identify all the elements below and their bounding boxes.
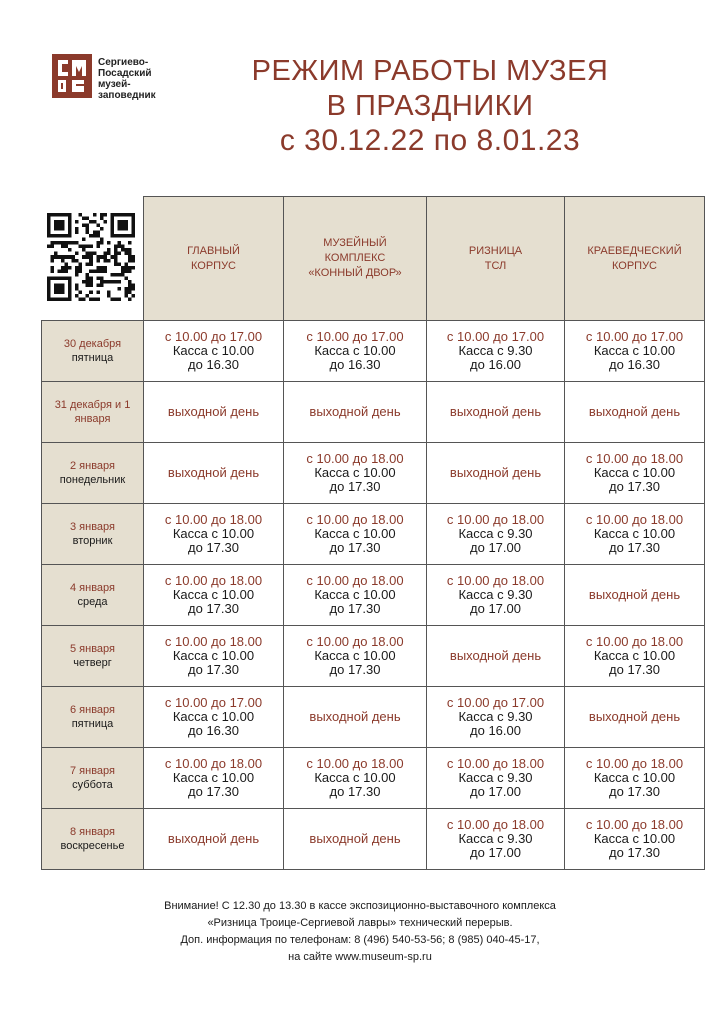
ticket-office-hours: Касса с 10.00 [172, 770, 255, 785]
ticket-office-close: до 17.30 [329, 479, 381, 494]
opening-hours: с 10.00 до 18.00 [306, 451, 404, 466]
column-header: КРАЕВЕДЧЕСКИЙ КОРПУС [565, 197, 705, 321]
ticket-office-hours: Касса с 9.30 [458, 770, 533, 785]
logo-text: Сергиево- Посадский музей- заповедник [98, 57, 156, 101]
day-off-label: выходной день [167, 465, 260, 480]
opening-hours: с 10.00 до 17.00 [446, 695, 545, 710]
day-off-label: выходной день [588, 587, 681, 602]
opening-hours: с 10.00 до 18.00 [446, 817, 545, 832]
table-row [42, 687, 705, 748]
day-off-label: выходной день [309, 404, 401, 419]
day-off-label: выходной день [167, 404, 260, 419]
ticket-office-close: до 17.30 [188, 540, 239, 555]
opening-hours: с 10.00 до 18.00 [164, 573, 263, 588]
opening-hours: с 10.00 до 18.00 [446, 573, 545, 588]
ticket-office-hours: Касса с 10.00 [314, 526, 396, 541]
ticket-office-close: до 17.30 [188, 601, 239, 616]
day-weekday: пятница [71, 352, 114, 364]
schedule-cell [565, 443, 705, 504]
page-title-line-2: В ПРАЗДНИКИ [326, 90, 534, 122]
day-date: 30 декабря [63, 338, 122, 350]
schedule-cell [427, 748, 565, 809]
schedule-cell [284, 748, 427, 809]
day-date: 6 января [70, 704, 115, 716]
ticket-office-close: до 17.30 [188, 662, 239, 677]
day-weekday: вторник [72, 535, 113, 547]
opening-hours: с 10.00 до 18.00 [164, 634, 263, 649]
opening-hours: с 10.00 до 18.00 [446, 512, 545, 527]
schedule-cell [565, 687, 705, 748]
day-off-label: выходной день [449, 404, 542, 419]
ticket-office-close: до 16.30 [188, 357, 239, 372]
schedule-cell [427, 321, 565, 382]
opening-hours: с 10.00 до 18.00 [585, 634, 684, 649]
ticket-office-hours: Касса с 9.30 [458, 587, 533, 602]
ticket-office-close: до 16.30 [609, 357, 660, 372]
day-weekday: пятница [71, 718, 114, 730]
day-date: 2 января [70, 460, 115, 472]
day-weekday: четверг [73, 657, 112, 669]
ticket-office-hours: Касса с 10.00 [593, 770, 676, 785]
table-row [42, 809, 705, 870]
day-off-label: выходной день [449, 648, 542, 663]
schedule-cell [284, 382, 427, 443]
schedule-cell [565, 504, 705, 565]
day-date: 8 января [70, 826, 115, 838]
day-cell [42, 809, 144, 870]
day-weekday: воскресенье [60, 840, 125, 852]
opening-hours: с 10.00 до 18.00 [446, 756, 545, 771]
ticket-office-hours: Касса с 10.00 [593, 343, 676, 358]
opening-hours: с 10.00 до 17.00 [306, 329, 404, 344]
museum-logo-icon [52, 54, 92, 98]
opening-hours: с 10.00 до 18.00 [585, 817, 684, 832]
schedule-cell [144, 565, 284, 626]
schedule-cell [144, 809, 284, 870]
day-off-label: выходной день [588, 404, 681, 419]
day-off-label: выходной день [309, 831, 401, 846]
ticket-office-hours: Касса с 10.00 [314, 587, 396, 602]
page-title: РЕЖИМ РАБОТЫ МУЗЕЯ [251, 55, 609, 87]
ticket-office-close: до 17.30 [609, 662, 660, 677]
schedule-cell [565, 626, 705, 687]
ticket-office-close: до 17.30 [329, 601, 381, 616]
opening-hours: с 10.00 до 17.00 [585, 329, 684, 344]
schedule-cell [284, 626, 427, 687]
opening-hours: с 10.00 до 18.00 [585, 451, 684, 466]
schedule-cell [144, 626, 284, 687]
schedule-table [41, 196, 705, 870]
day-off-label: выходной день [449, 465, 542, 480]
ticket-office-close: до 17.30 [609, 845, 660, 860]
ticket-office-close: до 17.00 [470, 784, 521, 799]
day-date: 3 января [70, 521, 115, 533]
schedule-cell [565, 809, 705, 870]
table-header-row [42, 197, 705, 321]
ticket-office-close: до 16.00 [470, 723, 521, 738]
schedule-cell [144, 504, 284, 565]
schedule-cell [144, 382, 284, 443]
day-cell [42, 382, 144, 443]
ticket-office-hours: Касса с 9.30 [458, 709, 533, 724]
opening-hours: с 10.00 до 18.00 [306, 756, 404, 771]
day-cell [42, 687, 144, 748]
schedule-cell [144, 687, 284, 748]
opening-hours: с 10.00 до 18.00 [164, 756, 263, 771]
schedule-cell [284, 565, 427, 626]
note-line: Доп. информация по телефонам: 8 (496) 540-53-56; 8 (985) 040-45-17, [180, 934, 540, 946]
qr-code-icon[interactable] [47, 211, 135, 303]
ticket-office-close: до 17.30 [329, 662, 381, 677]
ticket-office-hours: Касса с 10.00 [172, 526, 255, 541]
table-row [42, 504, 705, 565]
schedule-cell [284, 321, 427, 382]
ticket-office-hours: Касса с 10.00 [172, 343, 255, 358]
website-link[interactable]: на сайте www.museum-sp.ru [288, 951, 432, 963]
day-weekday: среда [77, 596, 108, 608]
date-range: с 30.12.22 по 8.01.23 [279, 124, 581, 157]
schedule-cell [565, 382, 705, 443]
day-off-label: выходной день [588, 709, 681, 724]
schedule-cell [427, 382, 565, 443]
day-cell [42, 748, 144, 809]
table-row [42, 382, 705, 443]
table-row [42, 565, 705, 626]
ticket-office-hours: Касса с 10.00 [593, 648, 676, 663]
schedule-cell [284, 443, 427, 504]
column-header: МУЗЕЙНЫЙ КОМПЛЕКС «КОННЫЙ ДВОР» [284, 197, 427, 321]
ticket-office-hours: Касса с 9.30 [458, 526, 533, 541]
ticket-office-close: до 16.30 [329, 357, 381, 372]
opening-hours: с 10.00 до 18.00 [164, 512, 263, 527]
ticket-office-hours: Касса с 10.00 [593, 831, 676, 846]
day-date: 7 января [70, 765, 115, 777]
schedule-cell [284, 687, 427, 748]
day-cell [42, 321, 144, 382]
column-header: ГЛАВНЫЙ КОРПУС [144, 197, 284, 321]
schedule-cell [427, 443, 565, 504]
day-cell [42, 565, 144, 626]
schedule-cell [565, 565, 705, 626]
ticket-office-hours: Касса с 10.00 [314, 770, 396, 785]
day-cell [42, 626, 144, 687]
schedule-cell [427, 809, 565, 870]
day-weekday: понедельник [59, 474, 126, 486]
ticket-office-close: до 17.30 [188, 784, 239, 799]
ticket-office-hours: Касса с 10.00 [314, 648, 396, 663]
ticket-office-hours: Касса с 10.00 [172, 587, 255, 602]
ticket-office-close: до 17.00 [470, 601, 521, 616]
table-row [42, 748, 705, 809]
ticket-office-hours: Касса с 10.00 [314, 343, 396, 358]
ticket-office-hours: Касса с 10.00 [593, 465, 676, 480]
table-row [42, 443, 705, 504]
schedule-cell [427, 565, 565, 626]
schedule-cell [427, 626, 565, 687]
table-row [42, 626, 705, 687]
day-date: 31 декабря и 1 января [54, 399, 131, 425]
ticket-office-close: до 16.00 [470, 357, 521, 372]
ticket-office-hours: Касса с 10.00 [593, 526, 676, 541]
day-cell [42, 504, 144, 565]
day-off-label: выходной день [309, 709, 401, 724]
schedule-cell [144, 443, 284, 504]
day-cell [42, 443, 144, 504]
day-weekday: суббота [72, 779, 113, 791]
ticket-office-close: до 16.30 [188, 723, 239, 738]
ticket-office-hours: Касса с 9.30 [458, 831, 533, 846]
schedule-cell [427, 687, 565, 748]
schedule-cell [565, 321, 705, 382]
opening-hours: с 10.00 до 18.00 [306, 573, 404, 588]
opening-hours: с 10.00 до 18.00 [306, 634, 404, 649]
ticket-office-hours: Касса с 9.30 [458, 343, 533, 358]
ticket-office-hours: Касса с 10.00 [172, 709, 255, 724]
column-header: РИЗНИЦА ТСЛ [427, 197, 565, 321]
ticket-office-close: до 17.30 [329, 784, 381, 799]
ticket-office-hours: Касса с 10.00 [314, 465, 396, 480]
ticket-office-close: до 17.30 [609, 479, 660, 494]
table-row [42, 321, 705, 382]
ticket-office-close: до 17.30 [609, 784, 660, 799]
ticket-office-hours: Касса с 10.00 [172, 648, 255, 663]
day-date: 5 января [70, 643, 115, 655]
schedule-cell [284, 809, 427, 870]
opening-hours: с 10.00 до 18.00 [585, 756, 684, 771]
ticket-office-close: до 17.30 [329, 540, 381, 555]
ticket-office-close: до 17.00 [470, 845, 521, 860]
schedule-cell [427, 504, 565, 565]
ticket-office-close: до 17.00 [470, 540, 521, 555]
footer-note [80, 898, 640, 966]
note-line: Внимание! С 12.30 до 13.30 в кассе экспозиционно-выставочного комплекса [164, 900, 556, 912]
schedule-cell [565, 748, 705, 809]
day-off-label: выходной день [167, 831, 260, 846]
opening-hours: с 10.00 до 17.00 [164, 695, 263, 710]
opening-hours: с 10.00 до 17.00 [446, 329, 545, 344]
schedule-cell [144, 748, 284, 809]
schedule-cell [284, 504, 427, 565]
day-date: 4 января [70, 582, 115, 594]
schedule-cell [144, 321, 284, 382]
opening-hours: с 10.00 до 18.00 [585, 512, 684, 527]
ticket-office-close: до 17.30 [609, 540, 660, 555]
opening-hours: с 10.00 до 17.00 [164, 329, 263, 344]
note-line: «Ризница Троице-Сергиевой лавры» технический перерыв. [207, 917, 513, 929]
opening-hours: с 10.00 до 18.00 [306, 512, 404, 527]
